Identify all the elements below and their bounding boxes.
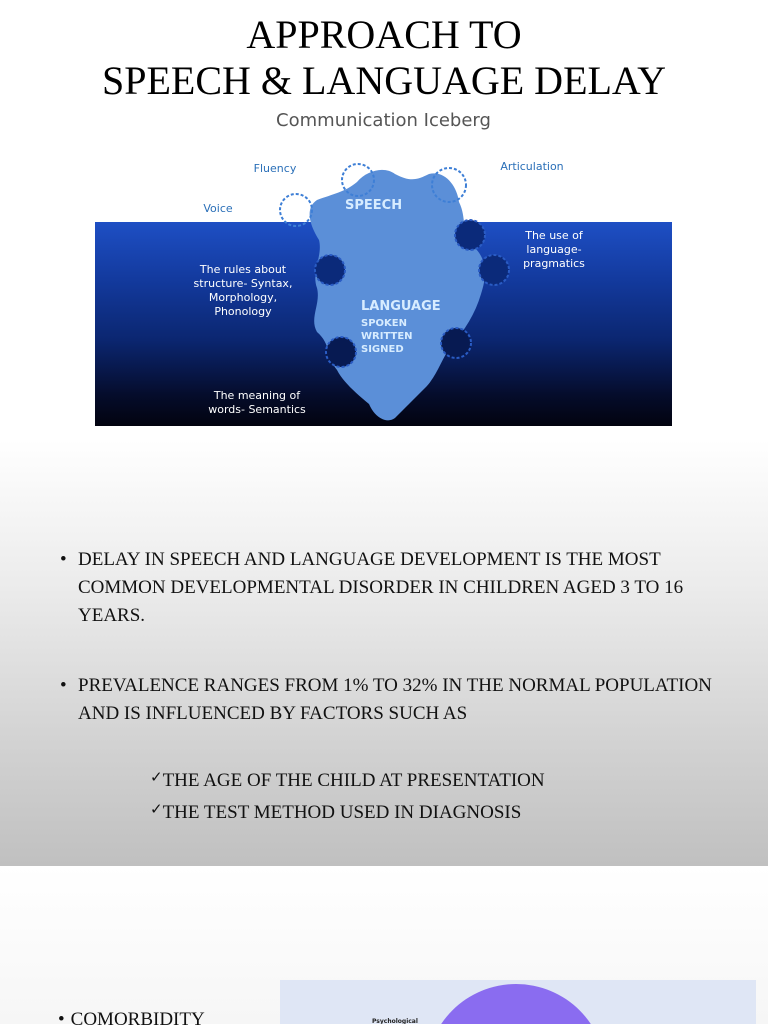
rules-label: The rules about structure- Syntax, Morphology, Phonology: [193, 263, 293, 318]
bullet-item: [58, 1006, 205, 1034]
pragmatics-label: The use of language- pragmatics: [523, 229, 585, 270]
slide-1: [0, 0, 768, 440]
checklist-item: [150, 767, 545, 795]
checklist-text: THE AGE OF THE CHILD AT PRESENTATION: [162, 770, 545, 791]
slide-3: [0, 866, 768, 1030]
bullet-dot: •: [58, 1009, 65, 1030]
bullet-dot: •: [60, 675, 67, 696]
language-circle: [441, 328, 471, 358]
diagram-label: Psychological: [372, 1018, 418, 1024]
diagram-circle: [426, 984, 606, 1024]
speech-label: SPEECH: [345, 198, 403, 213]
bullet-text: DELAY IN SPEECH AND LANGUAGE DEVELOPMENT IS THE MOST COMMON DEVELOPMENTAL DISORDER IN CHILDREN AGED 3 TO 16 YEARS.: [78, 549, 684, 626]
articulation-label: Articulation: [500, 160, 564, 173]
fluency-label: Fluency: [253, 162, 297, 175]
pragmatics-circle-2: [479, 255, 509, 285]
comorbidity-diagram: [280, 980, 756, 1024]
bullet-item: [60, 546, 730, 630]
slide-title-line-2: SPEECH & LANGUAGE DELAY: [101, 58, 667, 103]
slide-title-line-1: APPROACH TO: [246, 12, 522, 57]
communication-iceberg-figure: [95, 108, 672, 426]
checkmark-icon: ✓: [150, 768, 163, 786]
bullet-text: PREVALENCE RANGES FROM 1% TO 32% IN THE NORMAL POPULATION AND IS INFLUENCED BY FACTORS SUCH AS: [78, 675, 712, 724]
bullet-dot: •: [60, 549, 67, 570]
language-label: LANGUAGE: [361, 299, 441, 314]
semantics-circle: [326, 337, 356, 367]
pragmatics-circle-1: [455, 220, 485, 250]
checklist-item: [150, 799, 521, 827]
bullet-item: [60, 672, 730, 728]
figure-title: Communication Iceberg: [276, 110, 491, 131]
rules-circle: [315, 255, 345, 285]
slide-2: [0, 440, 768, 866]
semantics-label: The meaning of words- Semantics: [208, 389, 306, 416]
checkmark-icon: ✓: [150, 800, 163, 818]
bullet-text: COMORBIDITY: [70, 1009, 205, 1030]
checklist-text: THE TEST METHOD USED IN DIAGNOSIS: [162, 802, 522, 823]
language-forms-list: SPOKEN WRITTEN SIGNED: [361, 318, 413, 355]
voice-label: Voice: [203, 202, 233, 215]
voice-circle: [280, 194, 312, 226]
